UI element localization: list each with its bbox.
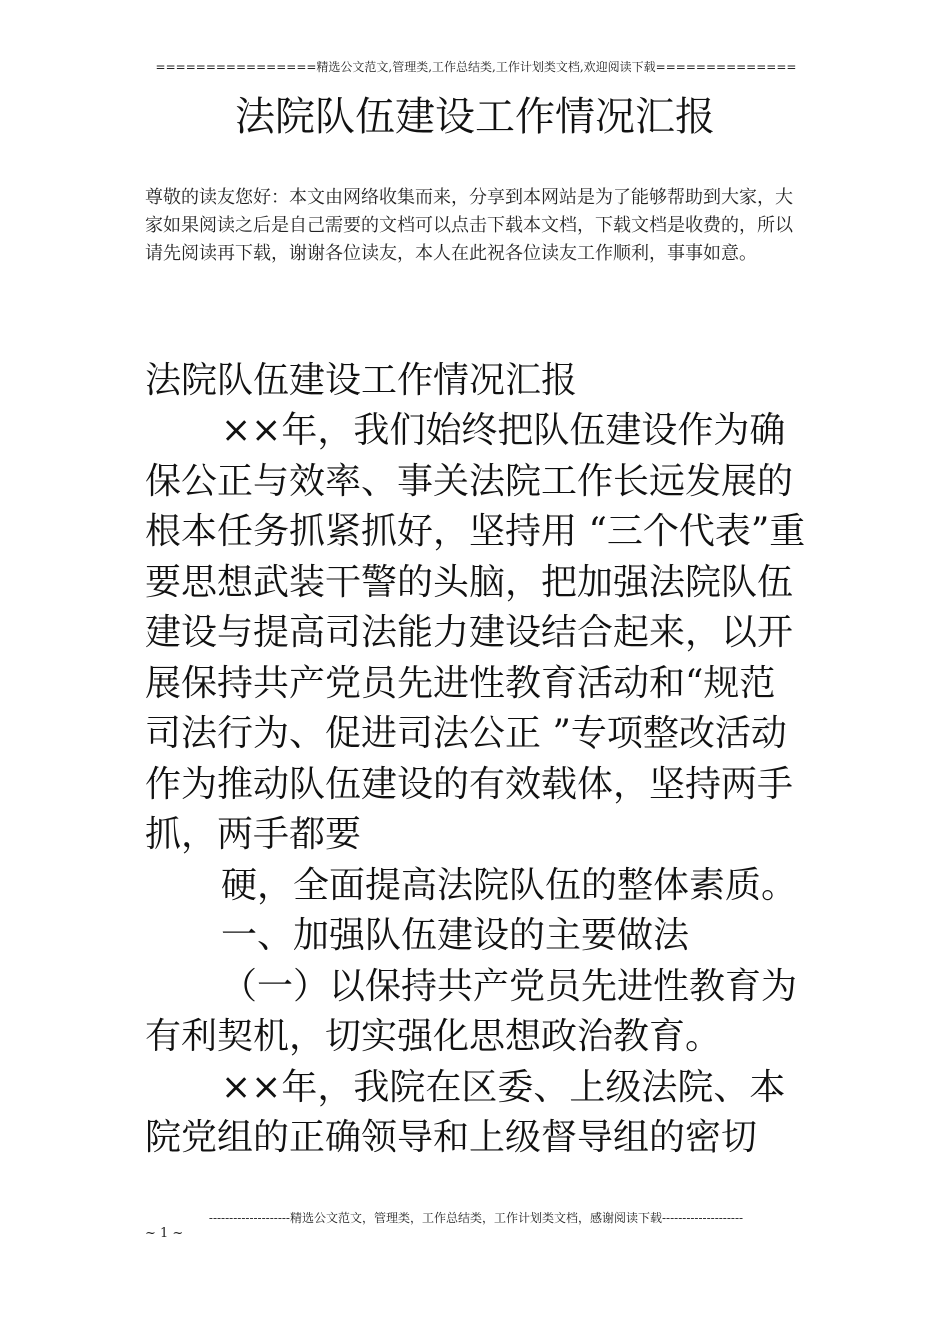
- subsection-heading: （一）以保持共产党员先进性教育为有利契机，切实强化思想政治教育。: [145, 965, 798, 1057]
- intro-notice: 尊敬的读友您好：本文由网络收集而来，分享到本网站是为了能够帮助到大家，大家如果阅读之后是自己需要的文档可以点击下载本文档，下载文档是收费的，所以请先阅读再下载，谢谢各位读友，本人在此祝各位读友工作顺利，事事如意。: [145, 187, 793, 264]
- document-title: 法院队伍建设工作情况汇报: [235, 94, 715, 140]
- body-text: [145, 406, 807, 1164]
- footer-banner: --------------------精选公文范文，管理类，工作总结类，工作计划类文档，感谢阅读下载--------------------: [208, 1211, 744, 1225]
- paragraph: 硬，全面提高法院队伍的整体素质。: [221, 864, 798, 906]
- paragraph: ××年，我院在区委、上级法院、本院党组的正确领导和上级督导组的密切: [145, 1066, 786, 1158]
- header-banner: ================精选公文范文,管理类,工作总结类,工作计划类文档,欢迎阅读下载==============: [155, 60, 797, 74]
- page-number: ~ 1 ~: [145, 1226, 184, 1241]
- body-title: 法院队伍建设工作情况汇报: [145, 360, 578, 401]
- paragraph: ××年，我们始终把队伍建设作为确保公正与效率、事关法院工作长远发展的根本任务抓紧抓好，坚持用 “三个代表”重要思想武装干警的头脑，把加强法院队伍建设与提高司法能力建设结合起来，以开展保持共产党员先进性教育活动和“规范司法行为、促进司法公正 ”专项整改活动作为推动队伍建设的有效载体，坚持两手抓，两手都要: [145, 410, 806, 855]
- section-heading: 一、加强队伍建设的主要做法: [221, 915, 690, 956]
